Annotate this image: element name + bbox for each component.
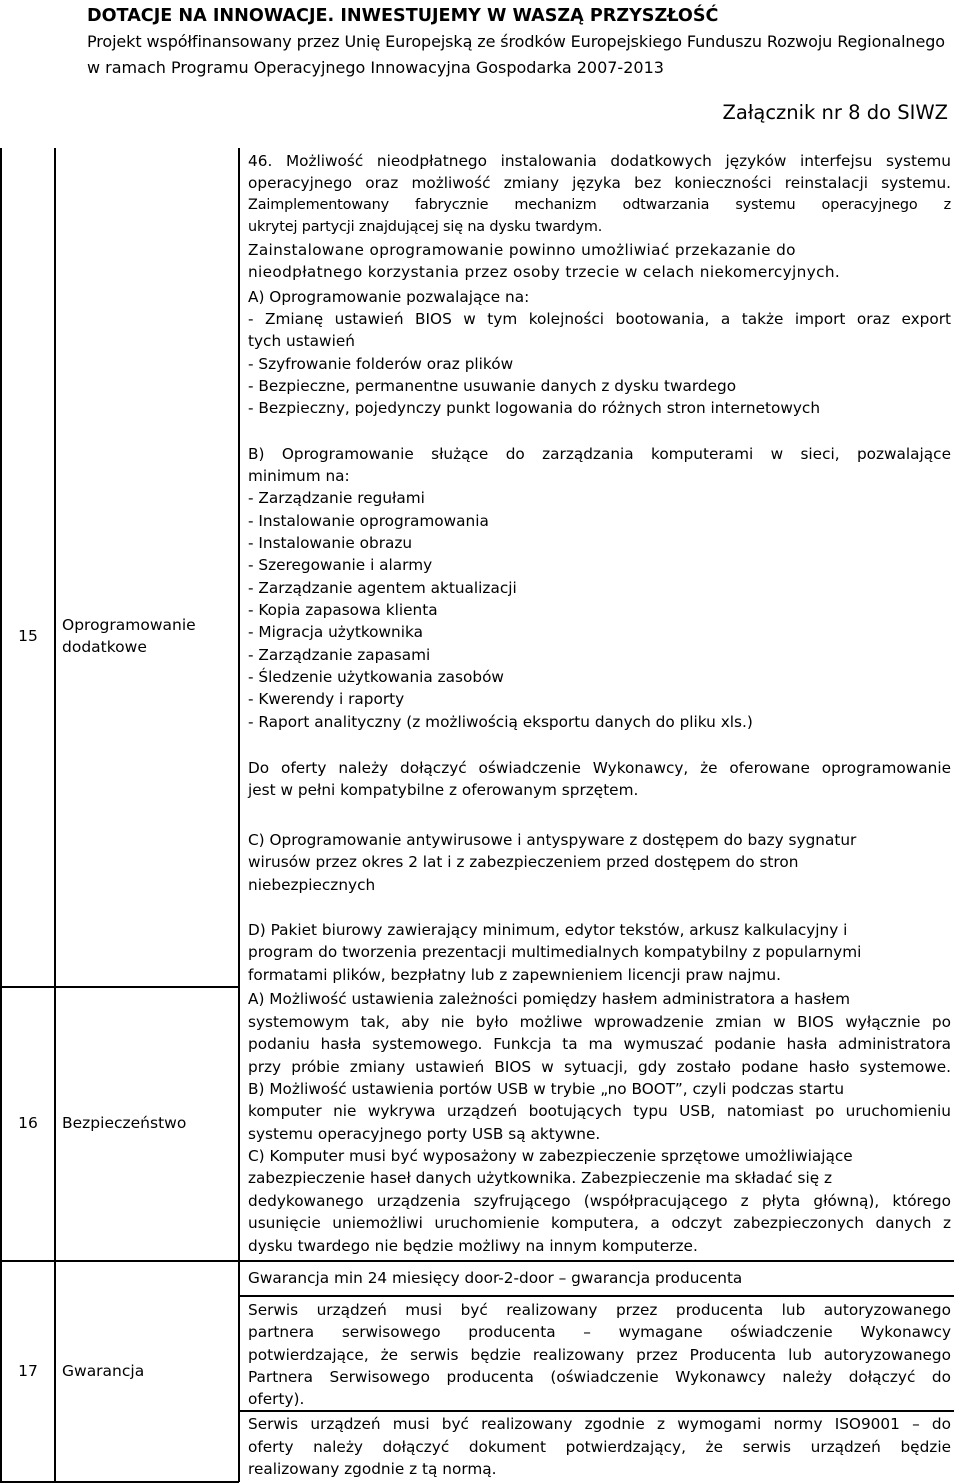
row-16-text-line: komputer nie wykrywa urządzeń bootujących typu USB, natomiast po uruchomieniu bbox=[248, 1102, 951, 1120]
row-15-text-line: - Zarządzanie agentem aktualizacji bbox=[248, 579, 517, 597]
row-16-text-line: C) Komputer musi być wyposażony w zabezpieczenie sprzętowe umożliwiające bbox=[248, 1147, 853, 1165]
row-15-text-line: - Szyfrowanie folderów oraz plików bbox=[248, 355, 514, 373]
row-16-text-line: podaniu hasła systemowego. Funkcja ta ma wymuszać podanie hasła administratora bbox=[248, 1035, 951, 1053]
row-16-number: 16 bbox=[18, 1114, 38, 1132]
row-16-text-line: dedykowanego urządzenia szyfrującego (współpracującego z płyta główną), którego bbox=[248, 1192, 951, 1210]
row-17-name: Gwarancja bbox=[62, 1362, 145, 1380]
row-15-text-line: - Migracja użytkownika bbox=[248, 623, 423, 641]
row-15-text-line: - Bezpieczny, pojedynczy punkt logowania do różnych stron internetowych bbox=[248, 399, 821, 417]
row-16-text-line: systemu operacyjnego porty USB są aktywne. bbox=[248, 1125, 601, 1143]
row-17-text-line: Serwis urządzeń musi być realizowany przez producenta lub autoryzowanego bbox=[248, 1301, 951, 1319]
row-15-text-line: program do tworzenia prezentacji multimedialnych kompatybilny z popularnymi bbox=[248, 943, 862, 961]
row-15-text-line: tych ustawień bbox=[248, 332, 355, 350]
row-17-text-line: oferty należy dołączyć dokument potwierdzający, że serwis urządzeń będzie bbox=[248, 1438, 951, 1456]
row-15-text-line: A) Oprogramowanie pozwalające na: bbox=[248, 288, 530, 306]
header-project-line: Projekt współfinansowany przez Unię Europejską ze środków Europejskiego Funduszu Rozwoju Regionalnego bbox=[87, 32, 945, 51]
row-15-text-line: Zaimplementowany fabrycznie mechanizm odtwarzania systemu operacyjnego z bbox=[248, 197, 951, 213]
table-border-col1 bbox=[54, 148, 56, 1482]
row-16-text-line: przy próbie zmiany ustawień BIOS w sytuacji, gdy zostało podane hasło systemowe. bbox=[248, 1058, 951, 1076]
row-16-text-line: usunięcie uniemożliwi uruchomienie komputera, a odczyt zabezpieczonych danych z bbox=[248, 1214, 951, 1232]
header-title: DOTACJE NA INNOWACJE. INWESTUJEMY W WASZĄ PRZYSZŁOŚĆ bbox=[87, 6, 719, 26]
row-15-name-line1: Oprogramowanie bbox=[62, 616, 196, 634]
annex-label: Załącznik nr 8 do SIWZ bbox=[722, 101, 948, 124]
row-15-text-line: - Zarządzanie zapasami bbox=[248, 646, 431, 664]
row-15-text-line: - Kwerendy i raporty bbox=[248, 690, 405, 708]
row-15-text-line: - Raport analityczny (z możliwością eksportu danych do pliku xls.) bbox=[248, 713, 753, 731]
row-15-text-line: - Kopia zapasowa klienta bbox=[248, 601, 438, 619]
row-15-text-line: niebezpiecznych bbox=[248, 876, 376, 894]
row-15-name-line2: dodatkowe bbox=[62, 638, 147, 656]
row-17-text-line: potwierdzające, że serwis będzie realizowany przez Producenta lub autoryzowanego bbox=[248, 1346, 951, 1364]
table-border-col2 bbox=[238, 148, 240, 1482]
row-15-text-line: jest w pełni kompatybilne z oferowanym sprzętem. bbox=[248, 781, 639, 799]
row-15-text-line: minimum na: bbox=[248, 467, 350, 485]
row-16-name: Bezpieczeństwo bbox=[62, 1114, 187, 1132]
row-15-text-line: - Instalowanie obrazu bbox=[248, 534, 413, 552]
row-15-number: 15 bbox=[18, 627, 38, 645]
row-15-text-line: - Śledzenie użytkowania zasobów bbox=[248, 668, 504, 686]
row-15-text-line: operacyjnego oraz możliwość zmiany języka bez konieczności reinstalacji systemu. bbox=[248, 174, 951, 192]
row-15-text-line: formatami plików, bezpłatny lub z zapewnieniem licencji praw najmu. bbox=[248, 966, 781, 984]
row-17-text-line: Gwarancja min 24 miesięcy door-2-door – gwarancja producenta bbox=[248, 1269, 743, 1287]
header-programme-line: w ramach Programu Operacyjnego Innowacyjna Gospodarka 2007-2013 bbox=[87, 58, 664, 77]
table-content-divider-b bbox=[238, 1295, 954, 1297]
row-16-text-line: A) Możliwość ustawienia zależności pomiędzy hasłem administratora a hasłem bbox=[248, 990, 850, 1008]
table-row-divider-16 bbox=[0, 986, 239, 988]
row-15-text-line: C) Oprogramowanie antywirusowe i antyspyware z dostępem do bazy sygnatur bbox=[248, 831, 857, 849]
row-17-text-line: oferty). bbox=[248, 1390, 305, 1408]
row-17-text-line: Partnera Serwisowego producenta (oświadczenie Wykonawcy należy dołączyć do bbox=[248, 1368, 951, 1386]
row-15-text-line: Zainstalowane oprogramowanie powinno umożliwiać przekazanie do bbox=[248, 241, 796, 259]
row-15-text-line: - Zmianę ustawień BIOS w tym kolejności bootowania, a także import oraz export bbox=[248, 310, 951, 328]
row-16-text-line: systemowym tak, aby nie było możliwe wprowadzenie zmian w BIOS wyłącznie po bbox=[248, 1013, 951, 1031]
row-15-text-line: B) Oprogramowanie służące do zarządzania komputerami w sieci, pozwalające bbox=[248, 445, 951, 463]
row-17-number: 17 bbox=[18, 1362, 38, 1380]
row-15-text-line: ukrytej partycji znajdującej się na dysku twardym. bbox=[248, 219, 603, 235]
row-15-text-line: Do oferty należy dołączyć oświadczenie Wykonawcy, że oferowane oprogramowanie bbox=[248, 759, 951, 777]
row-17-text-line: partnera serwisowego producenta – wymagane oświadczenie Wykonawcy bbox=[248, 1323, 951, 1341]
row-16-text-line: zabezpieczenie haseł danych użytkownika. Zabezpieczenie ma składać się z bbox=[248, 1169, 833, 1187]
row-16-text-line: dysku twardego nie będzie możliwy na innym komputerze. bbox=[248, 1237, 698, 1255]
row-15-text-line: - Szeregowanie i alarmy bbox=[248, 556, 433, 574]
row-15-text-line: 46. Możliwość nieodpłatnego instalowania dodatkowych języków interfejsu systemu bbox=[248, 152, 951, 170]
table-content-divider-a bbox=[238, 1260, 954, 1262]
row-17-text-line: realizowany zgodnie z tą normą. bbox=[248, 1460, 497, 1478]
row-15-text-line: - Zarządzanie regułami bbox=[248, 489, 425, 507]
table-border-left bbox=[0, 148, 2, 1482]
row-17-text-line: Serwis urządzeń musi być realizowany zgodnie z wymogami normy ISO9001 – do bbox=[248, 1415, 951, 1433]
table-bottom-border bbox=[0, 1481, 239, 1483]
row-15-text-line: wirusów przez okres 2 lat i z zabezpieczeniem przed dostępem do stron bbox=[248, 853, 799, 871]
table-content-divider-c bbox=[238, 1410, 954, 1412]
table-row-divider-17 bbox=[0, 1260, 239, 1262]
row-15-text-line: nieodpłatnego korzystania przez osoby trzecie w celach niekomercyjnych. bbox=[248, 263, 841, 281]
row-16-text-line: B) Możliwość ustawienia portów USB w trybie „no BOOT”, czyli podczas startu bbox=[248, 1080, 845, 1098]
row-15-text-line: - Bezpieczne, permanentne usuwanie danych z dysku twardego bbox=[248, 377, 737, 395]
row-15-text-line: - Instalowanie oprogramowania bbox=[248, 512, 489, 530]
row-15-text-line: D) Pakiet biurowy zawierający minimum, edytor tekstów, arkusz kalkulacyjny i bbox=[248, 921, 848, 939]
